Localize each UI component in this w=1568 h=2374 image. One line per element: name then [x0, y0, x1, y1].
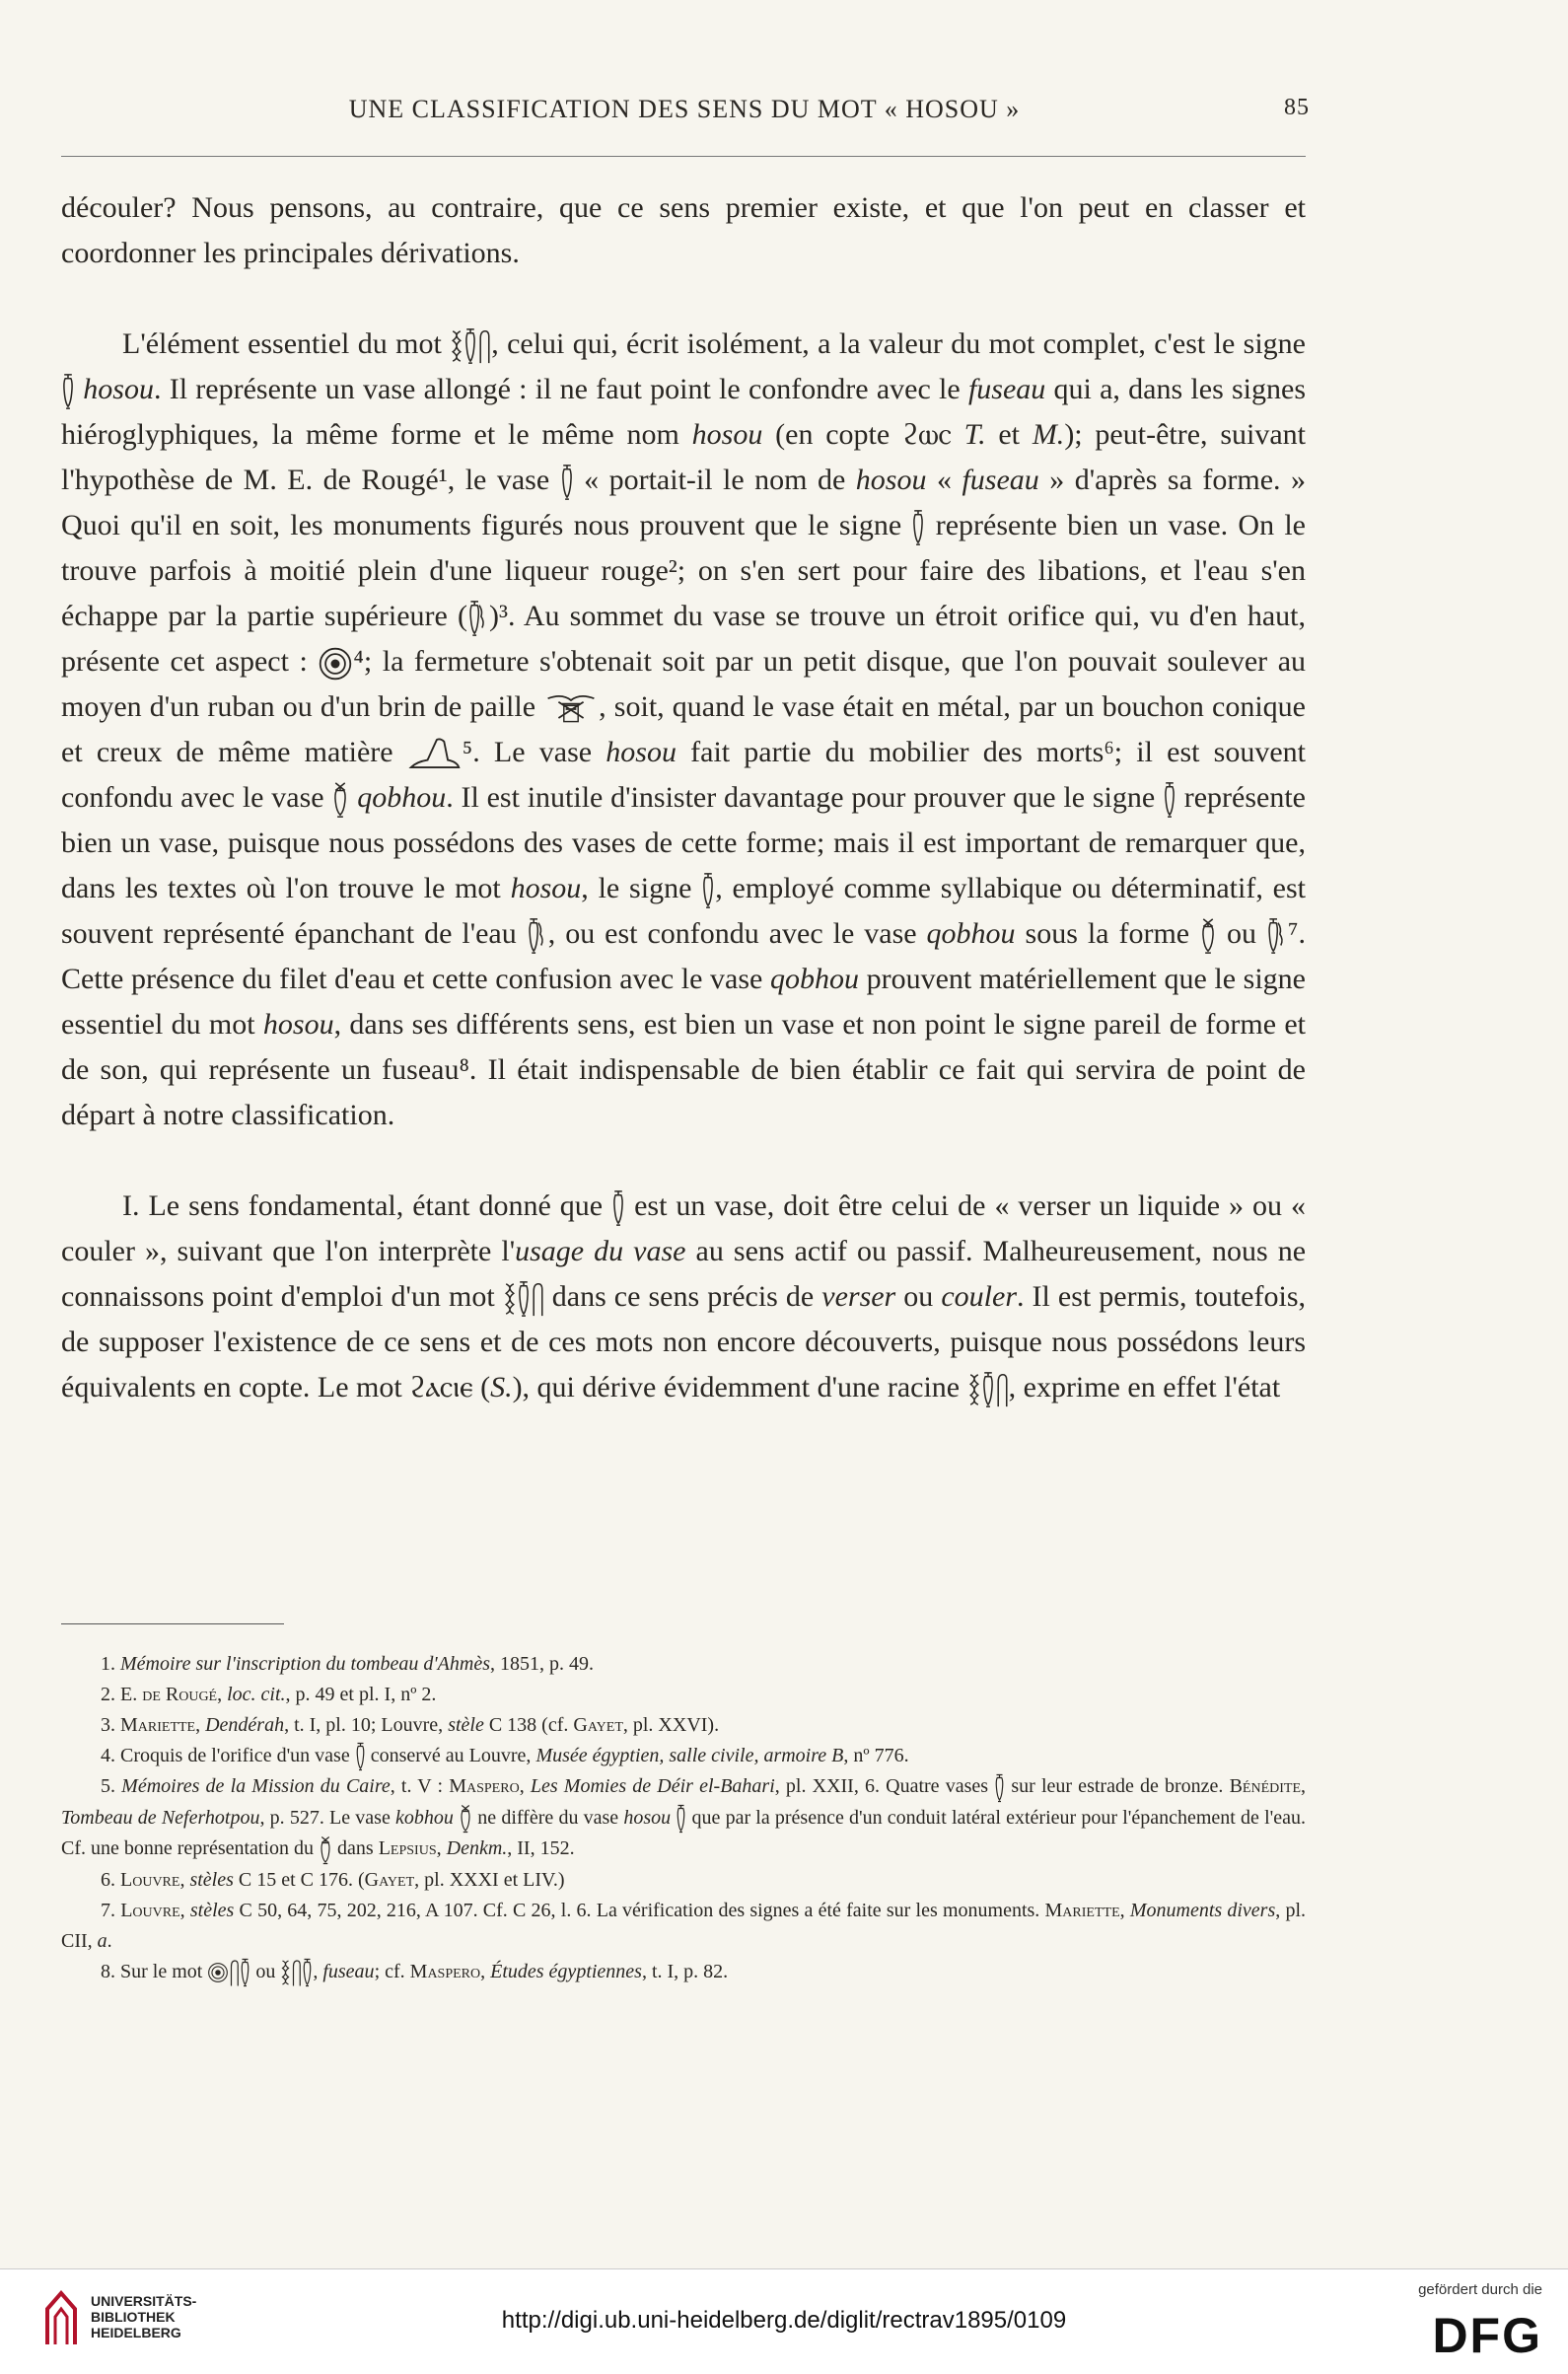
term-hosou: hosou: [262, 1008, 334, 1041]
text-run: , le signe: [581, 872, 702, 904]
hs-vase-glyph-icon: [911, 509, 925, 546]
text-run: 5.: [101, 1775, 122, 1798]
citation-title: Dendérah: [205, 1714, 285, 1736]
text-run: ,: [519, 1775, 531, 1798]
text-run: ⁷. Cette présence du filet d'eau et cette confusion avec le vase: [61, 917, 1306, 995]
citation-title: loc. cit.: [227, 1684, 286, 1705]
twisted-flax-glyph-icon: [503, 1280, 517, 1318]
footnote-5: [61, 1771, 1306, 1864]
text-run: (en copte ϩⲱⲥ: [762, 418, 964, 451]
text-run: C 138 (cf.: [483, 1714, 574, 1736]
folded-cloth-glyph-icon: [995, 1371, 1009, 1408]
text-run: 4. Croquis de l'orifice d'un vase: [101, 1745, 355, 1766]
hs-vase-glyph-icon: [676, 1804, 686, 1834]
term-hosou: hosou: [855, 464, 927, 496]
text-run: . Il est inutile d'insister davantage pour prouver que le signe: [446, 781, 1163, 814]
term-hosou: hosou: [606, 736, 677, 768]
text-run: ⁵. Le vase: [462, 736, 606, 768]
text-run: , nº 776.: [843, 1745, 909, 1766]
hs-vase-glyph-icon: [701, 872, 715, 909]
conical-stopper-glyph-icon: [407, 736, 463, 773]
text-run: 8. Sur le mot: [101, 1960, 208, 1982]
folded-cloth-glyph-icon: [291, 1958, 302, 1987]
paragraph-2: [61, 322, 1306, 1138]
folded-cloth-glyph-icon: [229, 1958, 240, 1987]
footnote-3: [61, 1710, 1306, 1741]
citation-title: stèles: [189, 1899, 235, 1921]
qobhou-vase-glyph-icon: [1199, 917, 1217, 955]
term-verser: verser: [821, 1280, 896, 1313]
text-run: «: [926, 464, 962, 496]
author-name: Louvre: [120, 1868, 180, 1891]
hs-vase-glyph-icon: [240, 1958, 250, 1987]
text-run: ne diffère du vase: [472, 1806, 624, 1829]
hs-vase-glyph-icon: [463, 327, 477, 365]
text-run: , II, 152.: [507, 1837, 575, 1860]
hs-vase-glyph-icon: [994, 1773, 1005, 1803]
text-run: , p. 49 et pl. I, nº 2.: [285, 1684, 437, 1705]
hs-vase-glyph-icon: [302, 1958, 313, 1987]
text-run: , t. I, p. 82.: [641, 1960, 729, 1982]
text-run: C 15 et C 176. (: [233, 1868, 365, 1891]
dialect-abbr: S.: [490, 1371, 513, 1403]
footnote-8: [61, 1957, 1306, 1987]
author-name: Bénédite: [1229, 1775, 1302, 1798]
citation-title: Études égyptiennes: [490, 1960, 642, 1982]
text-run: « portait-il le nom de: [573, 464, 856, 496]
text-run: 3.: [101, 1714, 120, 1736]
author-name: Mariette: [120, 1714, 196, 1736]
text-run: ou: [895, 1280, 942, 1313]
library-line: UNIVERSITÄTS-: [91, 2293, 197, 2309]
digitization-footer: [0, 2268, 1568, 2374]
text-run: 1.: [101, 1653, 120, 1675]
text-run: ou: [1217, 917, 1267, 950]
citation-title: stèle: [448, 1714, 484, 1736]
author-name: Louvre: [120, 1899, 180, 1921]
text-run: représente bien un vase, puisque nous possédons des vases de cette forme; mais il est important de remarquer que, dans les textes où l'on trouve le mot: [61, 781, 1306, 904]
pouring-vase-glyph-icon: [527, 917, 548, 955]
twisted-flax-glyph-icon: [967, 1371, 981, 1408]
author-name: Maspero: [409, 1960, 481, 1982]
library-line: HEIDELBERG: [91, 2325, 181, 2340]
qobhou-vase-glyph-icon: [331, 781, 349, 819]
footnote-7: [61, 1896, 1306, 1957]
text-run: ; cf.: [374, 1960, 410, 1982]
hs-vase-glyph-icon: [611, 1189, 625, 1227]
term-fuseau: fuseau: [962, 464, 1039, 496]
text-run: , ou est confondu avec le vase: [547, 917, 927, 950]
text-run: ,: [1119, 1899, 1130, 1921]
orifice-glyph-icon: [207, 1962, 229, 1983]
term-fuseau: fuseau: [322, 1960, 375, 1982]
text-run: ,: [179, 1899, 190, 1921]
hs-vase-glyph-icon: [981, 1371, 995, 1408]
term-qobhou: qobhou: [357, 781, 447, 814]
text-run: ,: [179, 1868, 190, 1891]
text-run: , t. V :: [390, 1775, 450, 1798]
straw-stopper-glyph-icon: [543, 691, 599, 727]
text-run: prouvent matériellement que le signe essentiel du mot: [61, 963, 1306, 1041]
term-fuseau: fuseau: [967, 373, 1046, 405]
citation-title: Les Momies de Déir el-Bahari: [530, 1775, 775, 1798]
text-run: » d'après sa forme. » Quoi qu'il en soit, les monuments figurés nous prouvent que le signe: [61, 464, 1307, 541]
text-run: que par la présence d'un conduit latéral extérieur pour l'épanchement de l'eau. Cf. une bonne représentation du: [61, 1806, 1307, 1860]
text-run: qui a, dans les signes hiéroglyphiques, la même forme et le même nom: [61, 373, 1307, 451]
text-run: , employé comme syllabique ou déterminatif, est souvent représenté épanchant de l'eau: [61, 872, 1306, 950]
running-title: UNE CLASSIFICATION DES SENS DU MOT « HOSOU »: [348, 95, 1021, 123]
citation-title: Monuments divers: [1129, 1899, 1276, 1921]
running-head: [59, 95, 1310, 124]
text-run: conservé au Louvre,: [365, 1745, 536, 1766]
term-qobhou: qobhou: [770, 963, 859, 995]
footnote-rule: [61, 1623, 284, 1624]
term-hosou: hosou: [691, 418, 763, 451]
footnote-2: [61, 1680, 1306, 1710]
twisted-flax-glyph-icon: [280, 1958, 291, 1987]
text-run: ,: [195, 1714, 206, 1736]
text-run: ,: [480, 1960, 491, 1982]
text-run: , soit, quand le vase était en métal, par un bouchon conique et creux de même matière: [61, 690, 1306, 768]
text-run: 2. E.: [101, 1684, 143, 1705]
text-run: ,: [436, 1837, 447, 1860]
text-run: L'élément essentiel du mot: [122, 327, 451, 360]
pouring-vase-glyph-icon: [1266, 917, 1288, 955]
text-run: représente bien un vase. On le trouve parfois à moitié plein d'une liqueur rouge²; on s'en sert pour faire des libations, et l'eau s'en échappe par la partie supérieure (: [61, 509, 1306, 632]
author-name: de Rougé: [142, 1684, 218, 1705]
hs-vase-glyph-icon: [1163, 781, 1176, 819]
footnote-4: [61, 1741, 1306, 1771]
qobhou-vase-glyph-icon: [459, 1804, 472, 1834]
text-run: I. Le sens fondamental, étant donné que: [122, 1189, 612, 1222]
text-run: ); peut-être, suivant l'hypothèse de M. E. de Rougé¹, le vase: [61, 418, 1306, 496]
header-rule: [61, 156, 1306, 157]
text-run: ,: [217, 1684, 228, 1705]
footnotes: [61, 1649, 1306, 1987]
citation-title: Mémoires de la Mission du Caire: [121, 1775, 391, 1798]
term-kobhou: kobhou: [395, 1806, 454, 1829]
text-run: )³. Au sommet du vase se trouve un étroit orifice qui, vu d'en haut, présente cet aspect :: [61, 600, 1306, 678]
pouring-vase-glyph-icon: [467, 600, 489, 637]
text-run: ,: [1301, 1775, 1307, 1798]
paragraph-gap: [61, 1138, 1306, 1184]
folded-cloth-glyph-icon: [531, 1280, 544, 1318]
text-run: ou: [250, 1960, 281, 1982]
footnote-6: [61, 1865, 1306, 1896]
text-run: sous la forme: [1015, 917, 1200, 950]
text-run: . Il est permis, toutefois, de supposer l'existence de ce sens et de ces mots non encore découverts, puisque nous possédons leurs équivalents en copte. Le mot ϩⲁⲥⲓⲉ (: [61, 1280, 1306, 1403]
author-name: Lepsius: [378, 1837, 437, 1860]
text-run: , celui qui, écrit isolément, a la valeur du mot complet, c'est le signe: [491, 327, 1306, 360]
citation-title: Musée égyptien, salle civile, armoire B: [535, 1745, 844, 1766]
text-run: ,: [313, 1960, 323, 1982]
funded-by-label: gefördert durch die: [1418, 2281, 1542, 2298]
term-hosou: hosou: [83, 373, 154, 405]
dialect-abbr: T.: [963, 418, 986, 451]
text-run: ⁴; la fermeture s'obtenait soit par un petit disque, que l'on pouvait soulever au moyen d'un ruban ou d'un brin de paille: [61, 645, 1307, 723]
dfg-logo: DFG: [1432, 2308, 1542, 2363]
permalink-url[interactable]: http://digi.ub.uni-heidelberg.de/diglit/rectrav1895/0109: [501, 2307, 1067, 2334]
paragraph-1: [61, 185, 1306, 276]
author-name: Gayet: [364, 1868, 415, 1891]
text-run: au sens actif ou passif. Malheureusement, nous ne connaissons point d'emploi d'un mot: [61, 1235, 1307, 1313]
text-run: est un vase, doit être celui de « verser un liquide » ou « couler », suivant que l'on interprète l': [61, 1189, 1307, 1267]
library-line: BIBLIOTHEK: [91, 2309, 176, 2325]
text-run: C 50, 64, 75, 202, 216, A 107. Cf. C 26, l. 6. La vérification des signes a été faite sur les monuments.: [234, 1899, 1045, 1921]
paragraph-gap: [61, 276, 1306, 322]
term-hosou: hosou: [510, 872, 582, 904]
author-name: Maspero: [449, 1775, 520, 1798]
text-run: 7.: [101, 1899, 121, 1921]
text-run: dans: [332, 1837, 379, 1860]
page-number: 85: [1284, 95, 1310, 120]
hs-vase-glyph-icon: [560, 464, 574, 501]
text-run: . Il représente un vase allongé : il ne faut point le confondre avec le: [153, 373, 968, 405]
hs-vase-glyph-icon: [355, 1742, 366, 1771]
text-run: , t. I, pl. 10; Louvre,: [284, 1714, 449, 1736]
text-run: , p. 527. Le vase: [259, 1806, 396, 1829]
folded-cloth-glyph-icon: [477, 327, 491, 365]
text-run: , pl. XXII, 6. Quatre vases: [774, 1775, 995, 1798]
citation-title: Mémoire sur l'inscription du tombeau d'Ahmès: [120, 1653, 490, 1675]
author-name: Gayet: [573, 1714, 623, 1736]
text-run: , 1851, p. 49.: [490, 1653, 594, 1675]
text-run: , exprime en effet l'état: [1008, 1371, 1281, 1403]
text-run: ), qui dérive évidemment d'une racine: [512, 1371, 967, 1403]
hs-vase-glyph-icon: [61, 373, 75, 410]
term-couler: couler: [941, 1280, 1017, 1313]
dialect-abbr: M.: [1032, 418, 1065, 451]
citation-title: stèles: [189, 1868, 234, 1891]
term-hosou: hosou: [623, 1806, 672, 1829]
citation-title: Denkm.: [446, 1837, 508, 1860]
body-text: [61, 185, 1306, 1410]
qobhou-vase-glyph-icon: [319, 1835, 332, 1865]
text-run: dans ce sens précis de: [543, 1280, 822, 1313]
text-run: fait partie du mobilier des morts⁶; il est souvent confondu avec le vase: [61, 736, 1307, 814]
citation-title: Tombeau de Neferhotpou: [61, 1806, 260, 1829]
orifice-glyph-icon: [318, 646, 353, 682]
twisted-flax-glyph-icon: [450, 327, 463, 365]
author-name: Mariette: [1044, 1899, 1120, 1921]
footnote-1: [61, 1649, 1306, 1680]
term-usage-du-vase: usage du vase: [515, 1235, 686, 1267]
citation-title: a: [97, 1929, 107, 1952]
text-run: , pl. XXXI et LIV.): [414, 1868, 565, 1891]
hs-vase-glyph-icon: [517, 1280, 531, 1318]
text-run: découler? Nous pensons, au contraire, que ce sens premier existe, et que l'on peut en classer et coordonner les principales dérivations.: [61, 191, 1306, 269]
text-run: sur leur estrade de bronze.: [1005, 1775, 1230, 1798]
text-run: .: [107, 1929, 112, 1952]
text-run: , pl. CII,: [61, 1899, 1307, 1952]
text-run: , dans ses différents sens, est bien un vase et non point le signe pareil de forme et de son, qui représente un fuseau⁸. Il était indispensable de bien établir ce fait qui servira de point de départ à notre classification.: [61, 1008, 1306, 1131]
text-run: 6.: [101, 1868, 120, 1891]
text-run: et: [985, 418, 1033, 451]
term-qobhou: qobhou: [926, 917, 1016, 950]
text-run: , pl. XXVI).: [622, 1714, 720, 1736]
paragraph-3: [61, 1184, 1306, 1410]
